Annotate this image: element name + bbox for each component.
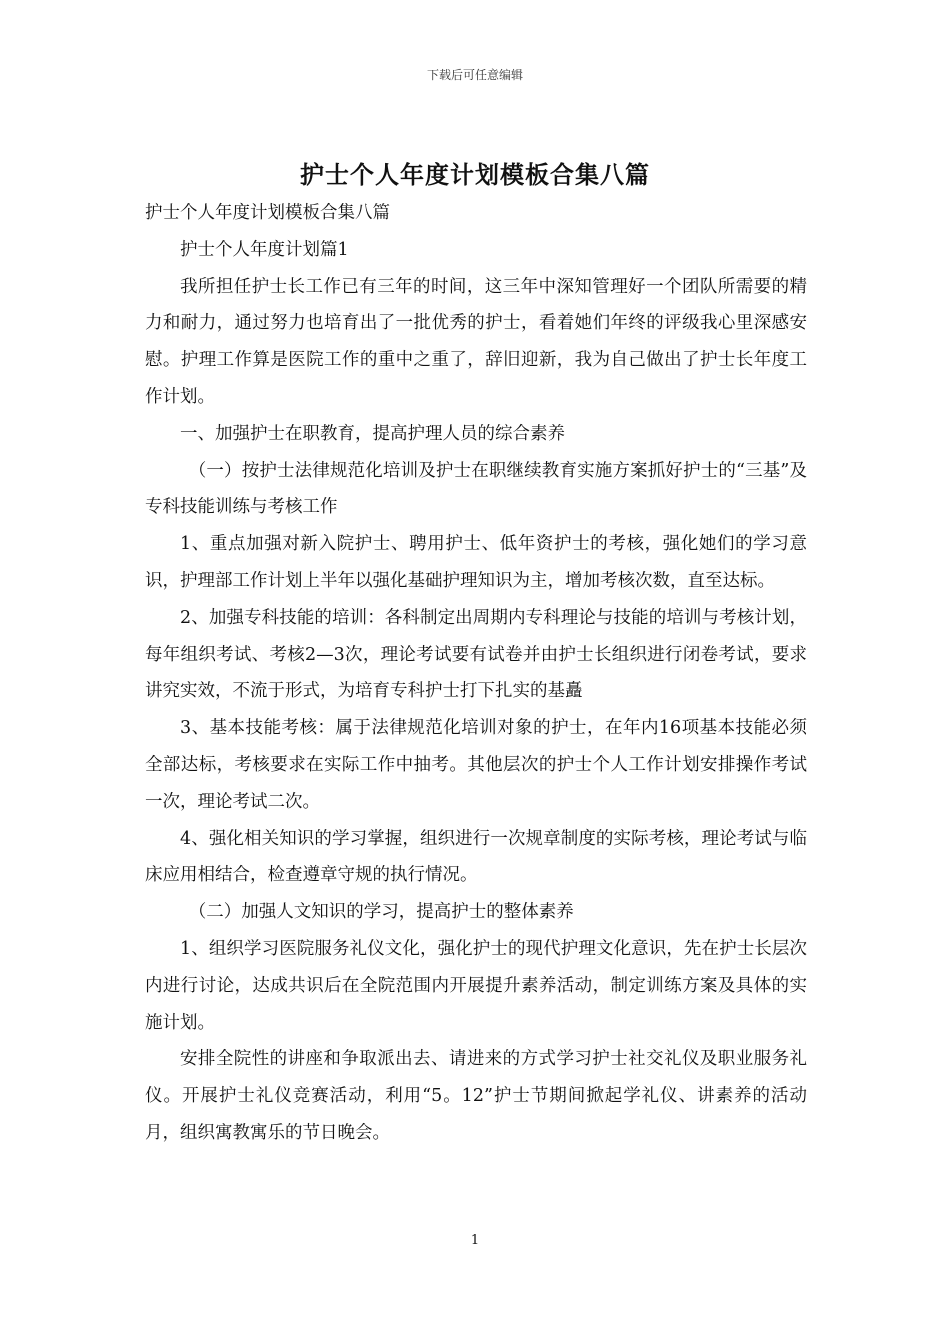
- body-paragraph: 1、重点加强对新入院护士、聘用护士、低年资护士的考核，强化她们的学习意识，护理部工作计划上半年以强化基础护理知识为主，增加考核次数，直至达标。: [145, 534, 807, 591]
- document-body: [145, 195, 807, 1152]
- header-note: 下载后可任意编辑: [426, 68, 523, 82]
- body-paragraph: 安排全院性的讲座和争取派出去、请进来的方式学习护士社交礼仪及职业服务礼仪。开展护士礼仪竞赛活动，利用“5。12”护士节期间掀起学礼仪、讲素养的活动月，组织寓教寓乐的节日晚会。: [145, 1049, 807, 1143]
- subtitle-paragraph: 护士个人年度计划模板合集八篇: [145, 203, 390, 223]
- body-paragraph: 4、强化相关知识的学习掌握，组织进行一次规章制度的实际考核，理论考试与临床应用相结合，检查遵章守规的执行情况。: [145, 828, 807, 886]
- subsection-heading: （一）按护士法律规范化培训及护士在职继续教育实施方案抓好护士的“三基”及专科技能训练与考核工作: [145, 460, 807, 518]
- section-heading: 一、加强护士在职教育，提高护理人员的综合素养: [180, 423, 565, 444]
- body-paragraph: 1、组织学习医院服务礼仪文化，强化护士的现代护理文化意识，先在护士长层次内进行讨论，达成共识后在全院范围内开展提升素养活动，制定训练方案及具体的实施计划。: [145, 938, 807, 1033]
- page-number: 1: [470, 1233, 480, 1248]
- subsection-heading: （二）加强人文知识的学习，提高护士的整体素养: [188, 902, 574, 923]
- body-paragraph: 我所担任护士长工作已有三年的时间，这三年中深知管理好一个团队所需要的精力和耐力，通过努力也培育出了一批优秀的护士，看着她们年终的评级我心里深感安慰。护理工作算是医院工作的重中之重了，辞旧迎新，我为自己做出了护士长年度工作计划。: [145, 276, 807, 407]
- document-title: 护士个人年度计划模板合集八篇: [300, 160, 650, 189]
- body-paragraph: 3、基本技能考核：属于法律规范化培训对象的护士，在年内16项基本技能必须全部达标，考核要求在实际工作中抽考。其他层次的护士个人工作计划安排操作考试一次，理论考试二次。: [145, 718, 807, 812]
- body-paragraph: 2、加强专科技能的培训：各科制定出周期内专科理论与技能的培训与考核计划，每年组织考试、考核2—3次，理论考试要有试卷并由护士长组织进行闭卷考试，要求讲究实效，不流于形式，为培育专科护士打下扎实的基矗: [145, 607, 807, 702]
- section-heading: 护士个人年度计划篇1: [180, 239, 349, 260]
